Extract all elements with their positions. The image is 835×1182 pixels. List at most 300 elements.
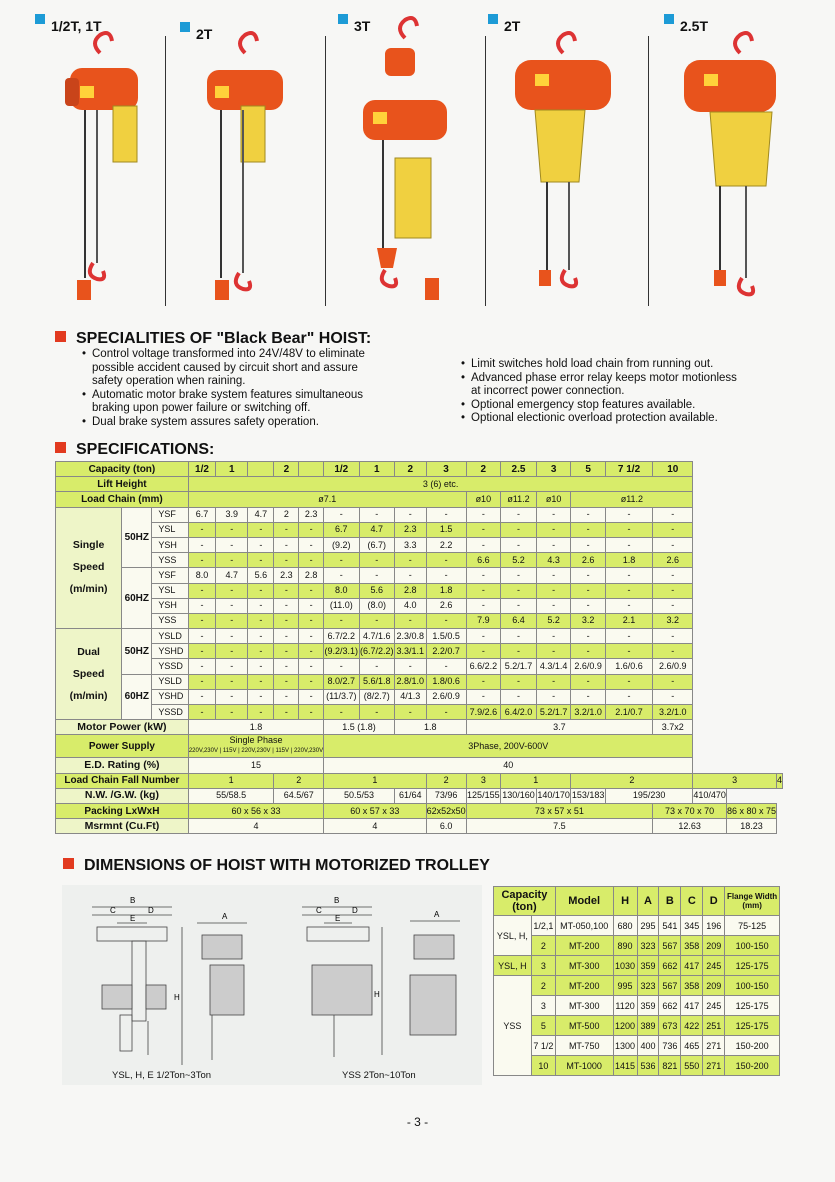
- table-cell: 358: [681, 976, 703, 996]
- table-cell: 2: [274, 462, 299, 477]
- table-cell: -: [394, 659, 426, 674]
- table-cell: 5: [571, 462, 605, 477]
- measurement-label: Msrmnt (Cu.Ft): [56, 819, 189, 834]
- table-cell: -: [188, 674, 215, 689]
- table-row: [56, 522, 783, 537]
- table-row: [56, 674, 783, 689]
- table-header-row: [494, 887, 780, 916]
- table-cell: ø11.2: [501, 492, 537, 507]
- blue-square-icon: [35, 14, 45, 24]
- table-cell: 2: [531, 976, 555, 996]
- table-cell: 3.7: [466, 720, 653, 735]
- list-item: • Optional electionic overload protection available.: [459, 412, 779, 426]
- table-cell: [248, 462, 274, 477]
- table-cell: -: [426, 568, 466, 583]
- table-cell: 323: [637, 936, 659, 956]
- table-row: [494, 1036, 780, 1056]
- table-cell: -: [466, 629, 500, 644]
- table-cell: -: [324, 659, 359, 674]
- table-cell: 2.3: [394, 522, 426, 537]
- table-cell: -: [466, 522, 500, 537]
- table-cell: 662: [659, 996, 681, 1016]
- table-cell: 567: [659, 936, 681, 956]
- table-cell: YSH: [152, 537, 188, 552]
- table-cell: YSH: [152, 598, 188, 613]
- table-cell: 251: [703, 1016, 725, 1036]
- table-cell: 10: [531, 1056, 555, 1076]
- table-cell: 1415: [613, 1056, 637, 1076]
- table-cell: 890: [613, 936, 637, 956]
- table-cell: 3: [426, 462, 466, 477]
- table-cell: -: [216, 705, 248, 720]
- table-cell: -: [216, 644, 248, 659]
- list-item: braking upon power failure or switching off.: [92, 402, 311, 414]
- table-cell: 125/155: [466, 788, 500, 803]
- table-cell: 4/1.3: [394, 689, 426, 704]
- table-cell: 1/2: [324, 462, 359, 477]
- table-cell: -: [394, 613, 426, 628]
- table-cell: -: [188, 537, 215, 552]
- table-cell: YSHD: [152, 644, 188, 659]
- table-cell: -: [605, 568, 652, 583]
- table-cell: 245: [703, 996, 725, 1016]
- table-cell: 995: [613, 976, 637, 996]
- table-cell: 50.5/53: [324, 788, 395, 803]
- table-cell: 4: [188, 819, 323, 834]
- table-row: [56, 462, 783, 477]
- table-cell: -: [653, 583, 693, 598]
- table-cell: 4.7/1.6: [359, 629, 394, 644]
- table-cell: 6.6: [466, 553, 500, 568]
- table-cell: 6.7: [188, 507, 215, 522]
- table-cell: -: [394, 568, 426, 583]
- table-cell: 7.9: [466, 613, 500, 628]
- table-cell: -: [605, 522, 652, 537]
- table-cell: -: [466, 598, 500, 613]
- table-cell: -: [299, 537, 324, 552]
- hoist-photo-two-ton-yss: [505, 8, 615, 308]
- table-cell: -: [188, 629, 215, 644]
- page-number: - 3 -: [406, 1115, 429, 1129]
- table-cell: -: [571, 522, 605, 537]
- hoist-photo-three-ton: [355, 8, 455, 308]
- table-cell: -: [299, 553, 324, 568]
- table-cell: -: [324, 553, 359, 568]
- table-cell: 422: [681, 1016, 703, 1036]
- table-row: [56, 773, 783, 788]
- table-row: [494, 1016, 780, 1036]
- table-cell: -: [605, 644, 652, 659]
- table-row: [494, 1056, 780, 1076]
- table-cell: -: [274, 537, 299, 552]
- table-cell: 271: [703, 1056, 725, 1076]
- table-cell: -: [274, 629, 299, 644]
- blue-square-icon: [180, 22, 190, 32]
- table-cell: YSF: [152, 568, 188, 583]
- table-cell: 5.2/1.7: [536, 705, 570, 720]
- table-cell: -: [466, 583, 500, 598]
- table-cell: -: [653, 689, 693, 704]
- table-cell: -: [653, 522, 693, 537]
- table-cell: -: [216, 522, 248, 537]
- table-cell: -: [571, 537, 605, 552]
- column-header: D: [703, 887, 725, 916]
- red-square-icon: [55, 442, 66, 453]
- list-item: • Control voltage transformed into 24V/48V to eliminate: [80, 348, 400, 362]
- table-cell: 8.0: [324, 583, 359, 598]
- table-cell: -: [501, 537, 537, 552]
- specifications-title: SPECIFICATIONS:: [55, 441, 214, 459]
- table-row: [56, 689, 783, 704]
- table-cell: -: [248, 583, 274, 598]
- table-cell: -: [536, 598, 570, 613]
- table-cell: 2.1: [605, 613, 652, 628]
- table-cell: 359: [637, 996, 659, 1016]
- table-cell: -: [324, 705, 359, 720]
- table-cell: -: [536, 689, 570, 704]
- table-cell: 100-150: [725, 976, 780, 996]
- table-cell: 2.6: [571, 553, 605, 568]
- table-row: [494, 976, 780, 996]
- table-cell: -: [216, 659, 248, 674]
- table-cell: 3.3/1.1: [394, 644, 426, 659]
- table-cell: (6.7/2.2): [359, 644, 394, 659]
- table-cell: 150-200: [725, 1056, 780, 1076]
- table-cell: 2.2: [426, 537, 466, 552]
- list-item: • Advanced phase error relay keeps motor motionless: [459, 372, 779, 386]
- table-cell: -: [426, 553, 466, 568]
- table-cell: -: [605, 629, 652, 644]
- table-cell: YSL: [152, 583, 188, 598]
- table-cell: -: [536, 674, 570, 689]
- table-cell: 541: [659, 916, 681, 936]
- hoist-photo-half-one-ton: [55, 8, 145, 308]
- table-cell: -: [466, 689, 500, 704]
- table-cell: -: [653, 537, 693, 552]
- table-cell: 4.7: [359, 522, 394, 537]
- table-cell: 15: [188, 758, 323, 773]
- table-cell: YSLD: [152, 629, 188, 644]
- table-row: [56, 613, 783, 628]
- table-cell: -: [299, 674, 324, 689]
- table-cell: 1: [188, 773, 274, 788]
- table-cell: -: [248, 674, 274, 689]
- dim-letter-h: H: [174, 993, 180, 1002]
- table-cell: -: [359, 507, 394, 522]
- table-cell: 410/470: [693, 788, 727, 803]
- table-cell: 2.6: [426, 598, 466, 613]
- table-cell: -: [188, 553, 215, 568]
- table-cell: -: [299, 598, 324, 613]
- power-supply-label: Power Supply: [56, 735, 189, 758]
- table-row: [56, 819, 783, 834]
- hoist-type: YSL, H,: [494, 916, 532, 956]
- single-speed-label: Single Speed (m/min): [56, 507, 122, 629]
- table-cell: -: [605, 537, 652, 552]
- dim-letter-b: B: [334, 896, 340, 905]
- table-cell: -: [299, 705, 324, 720]
- table-cell: -: [274, 583, 299, 598]
- table-cell: -: [188, 705, 215, 720]
- table-cell: 417: [681, 956, 703, 976]
- hz50-label: 50HZ: [122, 629, 152, 675]
- table-cell: -: [536, 537, 570, 552]
- table-cell: -: [188, 689, 215, 704]
- table-cell: 209: [703, 936, 725, 956]
- table-cell: 3: [693, 773, 777, 788]
- table-cell: -: [653, 674, 693, 689]
- table-cell: (9.2/3.1): [324, 644, 359, 659]
- table-cell: 195/230: [605, 788, 693, 803]
- table-cell: 1: [359, 462, 394, 477]
- specialities-left-list: [80, 348, 400, 429]
- table-cell: MT-1000: [555, 1056, 613, 1076]
- table-cell: -: [299, 659, 324, 674]
- weight-label: N.W. /G.W. (kg): [56, 788, 189, 803]
- table-cell: -: [359, 705, 394, 720]
- table-cell: -: [653, 598, 693, 613]
- blue-square-icon: [338, 14, 348, 24]
- table-cell: 18.23: [726, 819, 776, 834]
- table-cell: 2.6/0.9: [571, 659, 605, 674]
- photo-divider: [648, 36, 649, 306]
- table-row: [56, 553, 783, 568]
- list-item: • Limit switches hold load chain from running out.: [459, 358, 779, 372]
- table-cell: 4.0: [394, 598, 426, 613]
- table-cell: -: [653, 568, 693, 583]
- table-cell: 1.8/0.6: [426, 674, 466, 689]
- list-item: possible accident caused by circuit short and assure: [92, 361, 358, 374]
- table-cell: -: [571, 674, 605, 689]
- table-cell: -: [466, 674, 500, 689]
- table-cell: (6.7): [359, 537, 394, 552]
- table-cell: 140/170: [536, 788, 570, 803]
- table-cell: 3: [531, 956, 555, 976]
- table-row: [56, 644, 783, 659]
- table-cell: 1.8: [394, 720, 466, 735]
- table-cell: -: [426, 659, 466, 674]
- table-cell: 2.5: [501, 462, 537, 477]
- dim-letter-e: E: [130, 914, 136, 923]
- table-cell: 5.2: [536, 613, 570, 628]
- table-cell: 417: [681, 996, 703, 1016]
- table-cell: 4.7: [248, 507, 274, 522]
- table-cell: 662: [659, 956, 681, 976]
- hoist-photo-two-point-five-ton: [670, 8, 780, 308]
- table-cell: 6.7/2.2: [324, 629, 359, 644]
- table-row: [56, 788, 783, 803]
- table-cell: 12.63: [653, 819, 727, 834]
- table-cell: 1200: [613, 1016, 637, 1036]
- table-cell: 2.2/0.7: [426, 644, 466, 659]
- table-cell: YSSD: [152, 659, 188, 674]
- table-cell: 3.2/1.0: [571, 705, 605, 720]
- table-cell: -: [501, 629, 537, 644]
- table-cell: -: [248, 629, 274, 644]
- table-cell: 5.6: [248, 568, 274, 583]
- table-cell: YSHD: [152, 689, 188, 704]
- table-cell: -: [426, 613, 466, 628]
- table-cell: -: [299, 689, 324, 704]
- table-cell: 3.9: [216, 507, 248, 522]
- table-cell: 125-175: [725, 956, 780, 976]
- table-cell: 100-150: [725, 936, 780, 956]
- table-cell: -: [248, 659, 274, 674]
- hz60-label: 60HZ: [122, 568, 152, 629]
- ed-rating-label: E.D. Rating (%): [56, 758, 189, 773]
- table-cell: 62x52x50: [426, 803, 466, 818]
- table-cell: 4.3/1.4: [536, 659, 570, 674]
- table-cell: -: [248, 644, 274, 659]
- table-cell: 1: [216, 462, 248, 477]
- table-cell: -: [188, 598, 215, 613]
- table-cell: 73/96: [426, 788, 466, 803]
- table-cell: 5.2/1.7: [501, 659, 537, 674]
- table-cell: 1300: [613, 1036, 637, 1056]
- table-row: [56, 758, 783, 773]
- chain-fall-label: Load Chain Fall Number: [56, 773, 189, 788]
- table-cell: -: [274, 553, 299, 568]
- table-cell: -: [274, 689, 299, 704]
- table-cell: 1/2: [188, 462, 215, 477]
- table-cell: 1.8: [605, 553, 652, 568]
- table-cell: 2: [426, 773, 466, 788]
- table-cell: -: [571, 689, 605, 704]
- load-chain-label: Load Chain (mm): [56, 492, 189, 507]
- table-cell: YSLD: [152, 674, 188, 689]
- red-square-icon: [55, 331, 66, 342]
- table-cell: -: [605, 583, 652, 598]
- caption-right: YSS 2Ton~10Ton: [342, 1070, 416, 1081]
- single-phase-voltages: 220V,230V | 115V | 220V,230V | 115V | 220V,230V: [188, 748, 324, 755]
- table-cell: -: [501, 644, 537, 659]
- table-cell: -: [536, 644, 570, 659]
- table-cell: 1: [501, 773, 571, 788]
- table-cell: -: [536, 568, 570, 583]
- table-cell: MT-750: [555, 1036, 613, 1056]
- table-cell: -: [571, 629, 605, 644]
- table-cell: -: [274, 644, 299, 659]
- table-cell: (8.0): [359, 598, 394, 613]
- table-cell: -: [216, 689, 248, 704]
- dimensions-table: [493, 886, 780, 1076]
- table-cell: 8.0/2.7: [324, 674, 359, 689]
- column-header: A: [637, 887, 659, 916]
- list-item: • Automatic motor brake system features simultaneous: [80, 389, 400, 403]
- table-cell: 7 1/2: [531, 1036, 555, 1056]
- photo-label-1: 1/2T, 1T: [35, 18, 102, 34]
- table-cell: 73 x 70 x 70: [653, 803, 727, 818]
- table-cell: -: [274, 705, 299, 720]
- specialities-right-list: [459, 358, 779, 426]
- table-cell: 536: [637, 1056, 659, 1076]
- table-cell: 567: [659, 976, 681, 996]
- table-cell: 2: [531, 936, 555, 956]
- table-cell: 1120: [613, 996, 637, 1016]
- table-cell: 295: [637, 916, 659, 936]
- dim-letter-d: D: [352, 906, 358, 915]
- table-cell: 6.4: [501, 613, 537, 628]
- table-cell: 75-125: [725, 916, 780, 936]
- table-cell: ø10: [466, 492, 500, 507]
- table-cell: -: [571, 568, 605, 583]
- photo-divider: [325, 36, 326, 306]
- table-cell: 6.6/2.2: [466, 659, 500, 674]
- photo-label-2: 2T: [180, 26, 212, 42]
- table-cell: 1.5/0.5: [426, 629, 466, 644]
- table-cell: 4.3: [536, 553, 570, 568]
- photo-label-5: 2.5T: [664, 18, 708, 34]
- table-cell: -: [501, 507, 537, 522]
- table-cell: 86 x 80 x 75: [726, 803, 776, 818]
- table-cell: 8.0: [188, 568, 215, 583]
- table-cell: 153/183: [571, 788, 605, 803]
- table-cell: 73 x 57 x 51: [466, 803, 653, 818]
- table-cell: 550: [681, 1056, 703, 1076]
- table-cell: MT-200: [555, 936, 613, 956]
- table-cell: 40: [324, 758, 693, 773]
- table-cell: -: [501, 522, 537, 537]
- table-cell: -: [605, 507, 652, 522]
- specifications-table: [55, 461, 783, 834]
- table-cell: 2.6/0.9: [653, 659, 693, 674]
- table-cell: -: [536, 507, 570, 522]
- table-row: [56, 629, 783, 644]
- table-cell: YSS: [152, 553, 188, 568]
- table-cell: -: [248, 553, 274, 568]
- table-cell: 3: [531, 996, 555, 1016]
- table-cell: -: [536, 583, 570, 598]
- table-cell: -: [426, 705, 466, 720]
- table-cell: 4: [776, 773, 782, 788]
- table-cell: -: [274, 613, 299, 628]
- table-cell: -: [188, 583, 215, 598]
- column-header: Model: [555, 887, 613, 916]
- hz60-label: 60HZ: [122, 674, 152, 720]
- table-cell: -: [324, 568, 359, 583]
- table-cell: -: [216, 537, 248, 552]
- table-cell: 6.0: [426, 819, 466, 834]
- table-cell: YSF: [152, 507, 188, 522]
- table-cell: (9.2): [324, 537, 359, 552]
- table-cell: -: [501, 689, 537, 704]
- table-cell: -: [426, 507, 466, 522]
- table-cell: -: [274, 659, 299, 674]
- table-cell: (11.0): [324, 598, 359, 613]
- photo-label-3: 3T: [338, 18, 370, 34]
- table-cell: -: [248, 705, 274, 720]
- motor-power-label: Motor Power (kW): [56, 720, 189, 735]
- table-cell: 3.3: [394, 537, 426, 552]
- product-photo-strip: [40, 8, 795, 308]
- list-item: • Dual brake system assures safety operation.: [80, 416, 400, 430]
- single-phase-cell: [188, 735, 323, 758]
- table-cell: -: [216, 613, 248, 628]
- table-row: [56, 507, 783, 522]
- table-cell: YSS: [152, 613, 188, 628]
- table-cell: 5.2: [501, 553, 537, 568]
- table-cell: -: [274, 522, 299, 537]
- capacity-label: Capacity (ton): [56, 462, 189, 477]
- table-cell: -: [248, 522, 274, 537]
- table-row: [56, 492, 783, 507]
- table-cell: MT-200: [555, 976, 613, 996]
- table-cell: -: [299, 644, 324, 659]
- list-item: at incorrect power connection.: [471, 385, 625, 397]
- lift-height-label: Lift Height: [56, 477, 189, 492]
- table-cell: -: [394, 553, 426, 568]
- photo-label-4: 2T: [488, 18, 520, 34]
